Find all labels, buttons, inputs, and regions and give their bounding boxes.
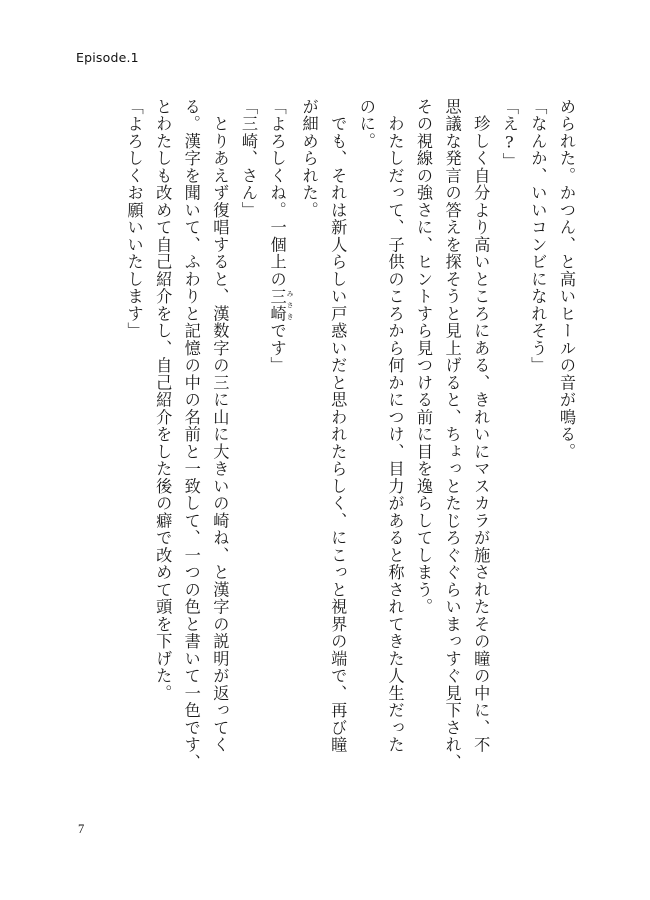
text-line: わたしだって、子供のころから何かにつけ、目力があると称されてきた人生だった xyxy=(385,98,405,754)
text-line: 珍しく自分より高いところにある、きれいにマスカラが施されたその瞳の中に、不 xyxy=(471,98,491,754)
ruby-base: 三崎 xyxy=(267,287,287,323)
text-line: 「なんか、いいコンビになれそう」 xyxy=(528,98,548,374)
ruby-name xyxy=(267,287,295,323)
text-line: 「三崎、さん」 xyxy=(238,98,258,219)
text-line: でも、それは新人らしい戸惑いだと思われたらしく、にこっと視界の端で、再び瞳 xyxy=(328,98,348,754)
text-segment: 「よろしくね。一個上の xyxy=(267,98,287,288)
text-line: る。漢字を聞いて、ふわりと記憶の中の名前と一致して、一つの色と書いて一色です、 xyxy=(181,98,201,771)
text-line-with-ruby xyxy=(262,98,294,778)
text-line: その視線の強さに、ヒントすら見つける前に目を逸らしてしまう。 xyxy=(414,98,434,616)
text-line: が細められた。 xyxy=(299,98,319,219)
ruby-reading: みさき xyxy=(286,287,295,323)
text-line: のに。 xyxy=(356,98,376,150)
text-line: 思議な発言の答えを探そうと見上げると、ちょっとたじろぐぐらいまっすぐ見下され、 xyxy=(442,98,462,771)
text-line: とわたしも改めて自己紹介をし、自己紹介をした後の癖で改めて頭を下げた。 xyxy=(153,98,173,702)
text-line: 「よろしくお願いいたします」 xyxy=(124,98,144,340)
vertical-body-text xyxy=(70,98,580,778)
page-number: 7 xyxy=(78,822,85,836)
text-line: められた。かつん、と高いヒールの音が鳴る。 xyxy=(557,98,576,461)
text-line: 「え?」 xyxy=(499,98,519,170)
text-segment: です」 xyxy=(267,322,287,374)
text-line: とりあえず復唱すると、漢数字の三に山に大きいの崎ね、と漢字の説明が返ってく xyxy=(210,98,230,754)
running-header: Episode.1 xyxy=(76,50,139,65)
